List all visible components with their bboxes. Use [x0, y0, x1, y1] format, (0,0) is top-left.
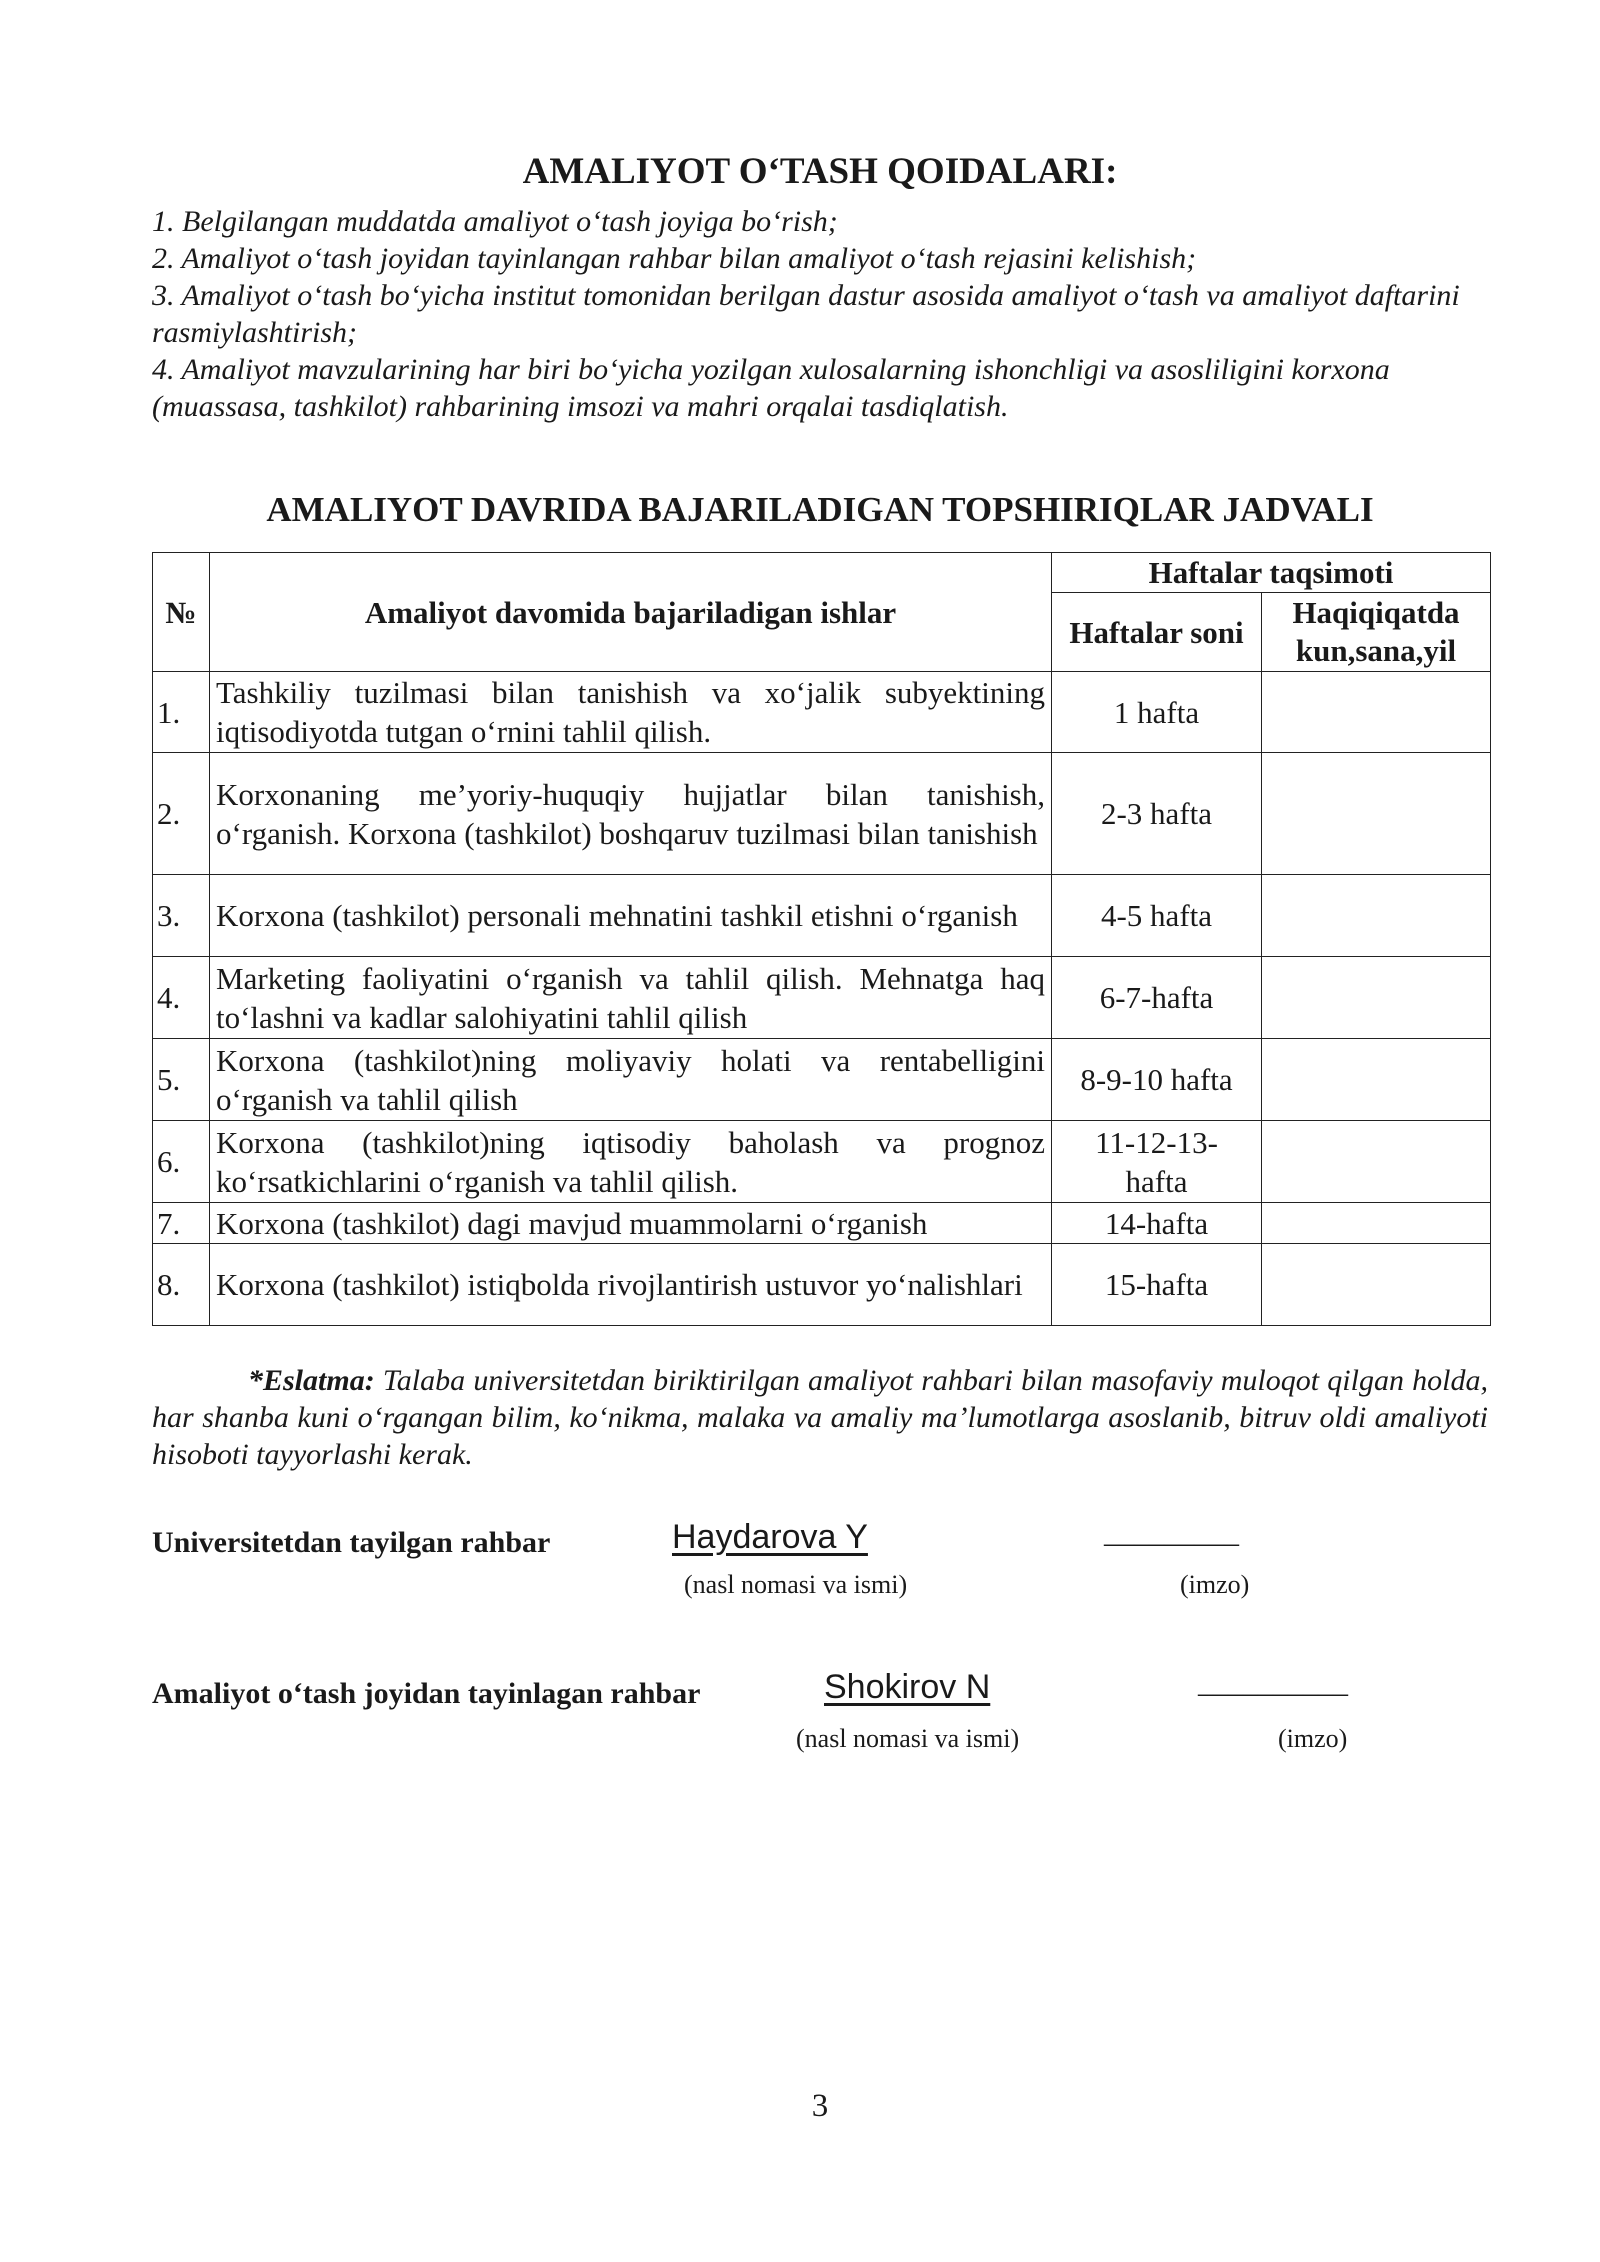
row-actual	[1262, 1203, 1491, 1244]
row-work: Korxonaning me’yoriy-huquqiy hujjatlar bilan tanishish, o‘rganish. Korxona (tashkilot) boshqaruv tuzilmasi bilan tanishish	[210, 753, 1052, 875]
row-weeks: 15-hafta	[1052, 1244, 1262, 1326]
row-work: Korxona (tashkilot)ning iqtisodiy baholash va prognoz ko‘rsatkichlarini o‘rganish va tahlil qilish.	[210, 1121, 1052, 1203]
note-text: Talaba universitetdan biriktirilgan amaliyot rahbari bilan masofaviy muloqot qilgan holda, har shanba kuni o‘rgangan bilim, ko‘nikma, malaka va amaliy ma’lumotlarga asoslanib, bitruv oldi amaliyoti hisoboti tayyorlashi kerak.	[152, 1364, 1488, 1471]
rule-item: 4. Amaliyot mavzularining har biri bo‘yicha yozilgan xulosalarning ishonchligi va asosliligini korxona (muassasa, tashkilot) rahbarining imsozi va mahri orqalai tasdiqlatish.	[152, 353, 1390, 423]
table-row	[153, 1203, 1491, 1244]
workplace-signature-line: __________	[1198, 1666, 1348, 1699]
row-num: 8.	[153, 1244, 210, 1326]
table-row	[153, 875, 1491, 957]
row-num: 2.	[153, 753, 210, 875]
row-num: 1.	[153, 672, 210, 753]
header-num: №	[153, 553, 210, 672]
rules-list	[152, 203, 1488, 425]
row-actual	[1262, 1244, 1491, 1326]
row-num: 3.	[153, 875, 210, 957]
row-actual	[1262, 753, 1491, 875]
university-signature-line: _________	[1104, 1516, 1239, 1549]
row-work: Korxona (tashkilot)ning moliyaviy holati va rentabelligini o‘rganish va tahlil qilish	[210, 1039, 1052, 1121]
row-actual	[1262, 957, 1491, 1039]
row-weeks: 8-9-10 hafta	[1052, 1039, 1262, 1121]
row-num: 6.	[153, 1121, 210, 1203]
note-label: *Eslatma:	[248, 1364, 375, 1397]
rule-item: 1. Belgilangan muddatda amaliyot o‘tash joyiga bo‘rish;	[152, 205, 838, 238]
workplace-sign-caption: (imzo)	[1278, 1724, 1348, 1753]
row-work: Marketing faoliyatini o‘rganish va tahlil qilish. Mehnatga haq to‘lashni va kadlar salohiyatini tahlil qilish	[210, 957, 1052, 1039]
tasks-table	[152, 552, 1491, 1326]
table-row	[153, 957, 1491, 1039]
row-weeks: 1 hafta	[1052, 672, 1262, 753]
row-num: 7.	[153, 1203, 210, 1244]
table-row	[153, 1244, 1491, 1326]
workplace-supervisor-name: Shokirov N	[824, 1668, 991, 1706]
row-weeks: 2-3 hafta	[1052, 753, 1262, 875]
note-paragraph	[152, 1362, 1488, 1473]
row-weeks: 11-12-13-hafta	[1052, 1121, 1262, 1203]
page-number: 3	[811, 2088, 829, 2124]
row-actual	[1262, 672, 1491, 753]
header-weeks: Haftalar soni	[1052, 593, 1262, 672]
header-distribution: Haftalar taqsimoti	[1052, 553, 1491, 593]
row-weeks: 14-hafta	[1052, 1203, 1262, 1244]
row-actual	[1262, 875, 1491, 957]
table-title: AMALIYOT DAVRIDA BAJARILADIGAN TOPSHIRIQLAR JADVALI	[266, 490, 1374, 529]
university-sign-caption: (imzo)	[1180, 1570, 1250, 1599]
row-num: 5.	[153, 1039, 210, 1121]
row-work: Tashkiliy tuzilmasi bilan tanishish va xo‘jalik subyektining iqtisodiyotda tutgan o‘rnini tahlil qilish.	[210, 672, 1052, 753]
university-supervisor-label: Universitetdan tayilgan rahbar	[152, 1526, 551, 1559]
header-actual: Haqiqiqatda kun,sana,yil	[1262, 593, 1491, 672]
workplace-name-caption: (nasl nomasi va ismi)	[796, 1724, 1020, 1753]
university-name-caption: (nasl nomasi va ismi)	[684, 1570, 908, 1599]
row-work: Korxona (tashkilot) istiqbolda rivojlantirish ustuvor yo‘nalishlari	[210, 1244, 1052, 1326]
row-actual	[1262, 1039, 1491, 1121]
table-row	[153, 1039, 1491, 1121]
row-num: 4.	[153, 957, 210, 1039]
table-row	[153, 672, 1491, 753]
row-weeks: 6-7-hafta	[1052, 957, 1262, 1039]
rules-title: AMALIYOT O‘TASH QOIDALARI:	[522, 151, 1118, 192]
table-row	[153, 1121, 1491, 1203]
row-work: Korxona (tashkilot) personali mehnatini tashkil etishni o‘rganish	[210, 875, 1052, 957]
row-work: Korxona (tashkilot) dagi mavjud muammolarni o‘rganish	[210, 1203, 1052, 1244]
row-weeks: 4-5 hafta	[1052, 875, 1262, 957]
university-supervisor-name: Haydarova Y	[672, 1518, 868, 1556]
header-work: Amaliyot davomida bajariladigan ishlar	[210, 553, 1052, 672]
workplace-supervisor-label: Amaliyot o‘tash joyidan tayinlagan rahbar	[152, 1677, 701, 1710]
table-row	[153, 753, 1491, 875]
rule-item: 3. Amaliyot o‘tash bo‘yicha institut tomonidan berilgan dastur asosida amaliyot o‘tash va amaliyot daftarini rasmiylashtirish;	[152, 279, 1460, 349]
rule-item: 2. Amaliyot o‘tash joyidan tayinlangan rahbar bilan amaliyot o‘tash rejasini kelishish;	[152, 242, 1197, 275]
row-actual	[1262, 1121, 1491, 1203]
